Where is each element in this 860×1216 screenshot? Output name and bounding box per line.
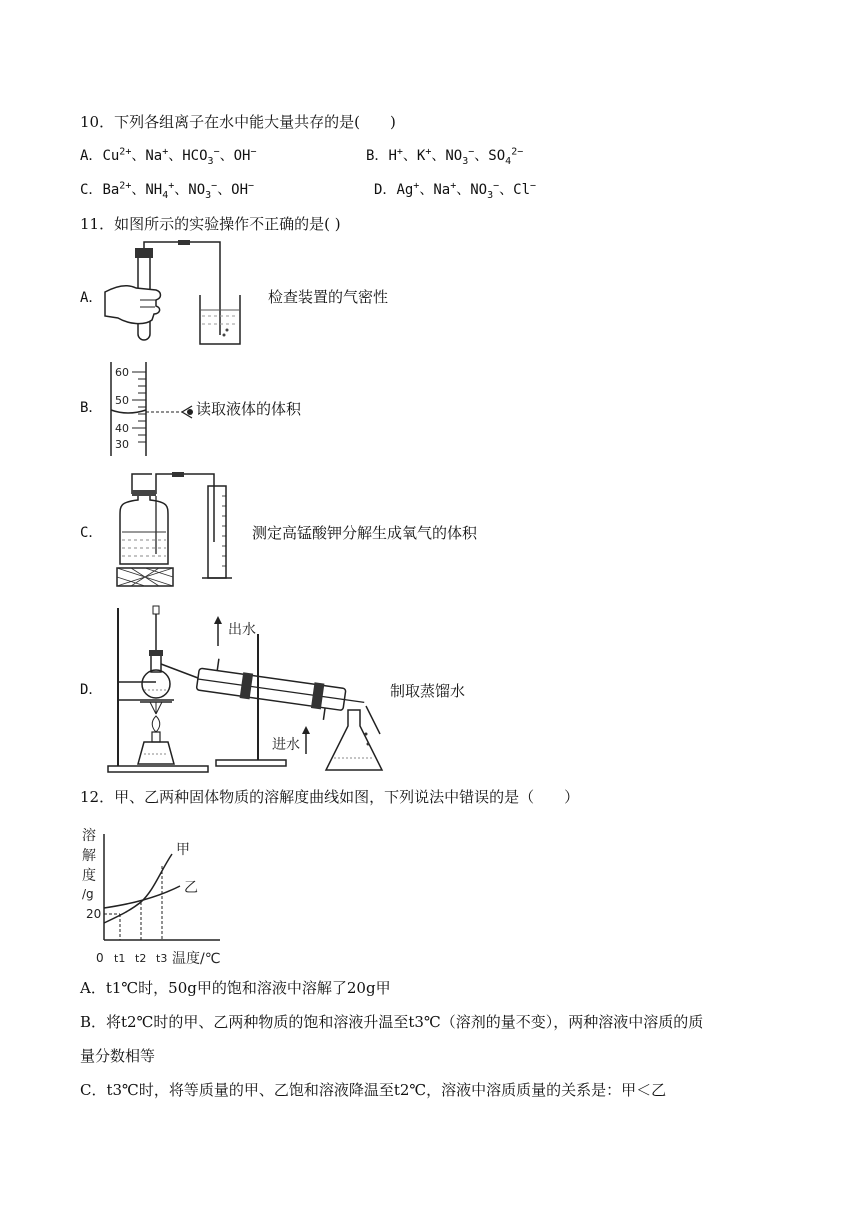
q10-option-c: C．$Ba^{2+}$、$NH_4^+$、$NO_3^-$、OH− [80, 180, 255, 201]
graph-ylabel-2: 解 [82, 848, 96, 864]
graph-ylabel-unit: /g [82, 887, 94, 901]
water-in-label: 进水 [272, 737, 300, 753]
graph-xtick-t1: t1 [114, 952, 126, 965]
graph-xtick-t2: t2 [135, 952, 147, 965]
q10-option-b-label: B． [366, 148, 389, 164]
q12-stem: 12．甲、乙两种固体物质的溶解度曲线如图，下列说法中错误的是（ ） [80, 788, 580, 806]
q11-option-c-label: C． [80, 525, 103, 541]
q12-option-a: A．t1℃时，50g甲的饱和溶液中溶解了20g甲 [80, 979, 391, 997]
graph-xtick-t3: t3 [156, 952, 168, 965]
q11-option-d-label: D． [80, 682, 103, 698]
q11-option-b-label: B． [80, 400, 103, 416]
scale-label-40: 40 [115, 422, 129, 435]
graph-ylabel-3: 度 [82, 868, 96, 884]
scale-label-60: 60 [115, 366, 129, 379]
graph-xlabel: 温度/℃ [172, 951, 221, 967]
graph-origin: 0 [96, 951, 104, 965]
q10-option-d-label: D． [374, 182, 397, 198]
q11-option-c-caption: 测定高锰酸钾分解生成氧气的体积 [252, 524, 478, 542]
q11-stem: 11．如图所示的实验操作不正确的是( ) [80, 215, 341, 233]
curve-jia-label: 甲 [176, 842, 190, 858]
water-out-label: 出水 [228, 622, 256, 638]
solubility-curve-graph [76, 820, 236, 970]
q11-option-a-label: A． [80, 290, 103, 306]
q10-option-a-label: A． [80, 148, 103, 164]
q11-option-b-caption: 读取液体的体积 [196, 400, 302, 418]
curve-yi-label: 乙 [184, 880, 198, 896]
scale-label-30: 30 [115, 438, 129, 451]
q11-option-d-caption: 制取蒸馏水 [390, 682, 466, 700]
q10-option-d: D．Ag+、Na+、$NO_3^-$、Cl− [374, 180, 537, 201]
q10-option-b: B．H+、K+、$NO_3^-$、$SO_4^{2-}$ [366, 146, 524, 167]
curve-yi [104, 886, 180, 908]
q10-stem: 10．下列各组离子在水中能大量共存的是( ) [80, 113, 396, 131]
q10-option-a: A．$Cu^{2+}$、Na+、$HCO_3^-$、OH− [80, 146, 257, 167]
q10-option-c-label: C． [80, 182, 103, 198]
graduated-cylinder-reading-figure [108, 362, 203, 456]
q12-option-b-line1: B．将t2℃时的甲、乙两种物质的饱和溶液升温至t3℃（溶剂的量不变），两种溶液中溶质的质 [80, 1013, 704, 1031]
scale-label-50: 50 [115, 394, 129, 407]
q11-option-a-caption: 检查装置的气密性 [268, 288, 389, 306]
graph-ytick-20: 20 [86, 907, 102, 921]
oxygen-volume-measure-figure [110, 472, 250, 590]
distillation-apparatus-figure [104, 604, 394, 776]
q12-option-b-line2: 量分数相等 [80, 1047, 156, 1065]
airtightness-check-figure [100, 240, 250, 350]
graph-ylabel-1: 溶 [82, 828, 96, 844]
q12-option-c: C．t3℃时，将等质量的甲、乙饱和溶液降温至t2℃，溶液中溶质质量的关系是：甲＜乙 [80, 1081, 667, 1099]
